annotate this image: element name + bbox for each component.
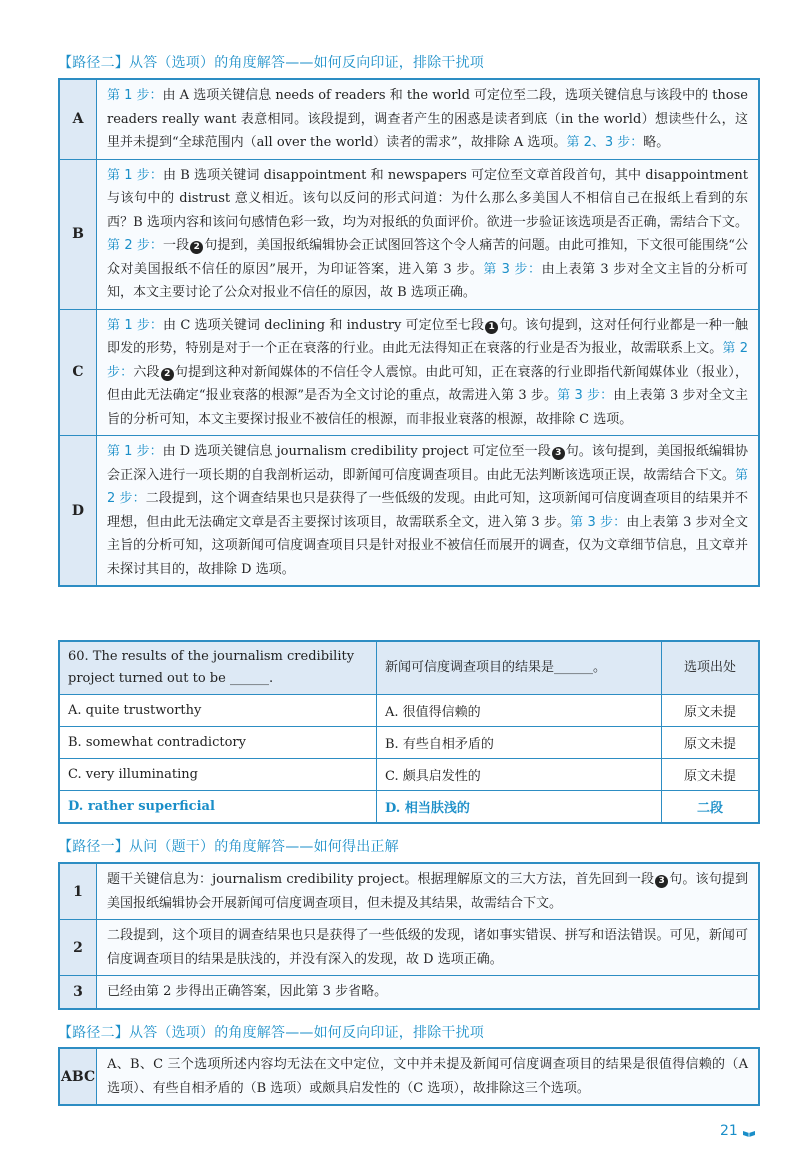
row-label: ABC <box>59 1048 97 1105</box>
circled-number-icon: 2 <box>161 368 174 381</box>
body-text: A、B、C 三个选项所述内容均无法在文中定位，文中并未提及新闻可信度调查项目的结果是很值得信赖的（A 选项）、有些自相矛盾的（B 选项）或颇具启发性的（C 选项），故排除这三个选项。 <box>107 1057 748 1096</box>
circled-number-icon: 2 <box>190 241 203 254</box>
path2-row <box>59 309 759 436</box>
body-text: 一段 <box>163 238 190 253</box>
option-source: 原文未提 <box>662 695 760 727</box>
body-text: 由上表第 3 步对全文主旨的分析可知，本文主要探讨报业不被信任的根源，而非报业衰落的根源，故排除 C 选项。 <box>107 388 748 427</box>
body-text: 由 B 选项关键词 disappointment 和 newspapers 可定位至文章首段首句，其中 disappointment 与该句中的 distrust 意义相近。该句以反问的形式问道：为什么那么多美国人不相信自己在报纸上看到的东西？B 选项内容和该问句感情色彩一致，均为对报纸的负面评价。欲进一步验证该选项是否正确，需结合下文。 <box>107 167 748 230</box>
step-label: 第 2 步： <box>107 238 164 253</box>
option-row-d <box>59 791 759 824</box>
step-label: 第 1 步： <box>107 444 163 459</box>
circled-number-icon: 1 <box>485 321 498 334</box>
step-label: 第 1 步： <box>107 88 163 103</box>
question-stem-cn: 新闻可信度调查项目的结果是______。 <box>377 641 662 695</box>
question-table <box>58 640 760 824</box>
section-heading-path2: 【路径二】从答（选项）的角度解答——如何反向印证，排除干扰项 <box>58 55 484 71</box>
path1-row <box>59 863 759 920</box>
step-label: 第 3 步： <box>557 388 614 403</box>
step-label: 第 3 步： <box>483 261 542 277</box>
path1-analysis-table <box>58 862 760 1010</box>
path2b-analysis-table <box>58 1047 760 1106</box>
row-label: 1 <box>59 863 97 920</box>
book-icon <box>742 1129 756 1137</box>
question-stem-en: 60. The results of the journalism credibility project turned out to be ______. <box>59 641 377 695</box>
path1-row <box>59 976 759 1009</box>
step-label: 第 1 步： <box>107 167 163 183</box>
option-en: A. quite trustworthy <box>59 695 377 727</box>
row-label: A <box>59 79 97 159</box>
row-text <box>97 863 760 920</box>
body-text: 题干关键信息为：journalism credibility project。根据理解原文的三大方法，首先回到一段 <box>107 872 655 887</box>
option-source: 原文未提 <box>662 759 760 791</box>
option-en: B. somewhat contradictory <box>59 727 377 759</box>
body-text: 已经由第 2 步得出正确答案，因此第 3 步省略。 <box>107 984 388 999</box>
row-label: 2 <box>59 920 97 976</box>
step-label: 第 2 步： <box>107 341 748 380</box>
row-text <box>97 436 760 587</box>
step-label: 第 2 步： <box>107 467 748 506</box>
option-row-a <box>59 695 759 727</box>
row-text <box>97 1048 759 1105</box>
body-text: 略。 <box>643 135 670 150</box>
option-row-c <box>59 759 759 791</box>
step-label: 第 3 步： <box>570 514 627 530</box>
body-text: 句。该句提到美国报纸编辑协会开展新闻可信度调查项目，但未提及其结果，故需结合下文。 <box>107 872 748 911</box>
step-label: 第 1 步： <box>107 317 164 333</box>
body-text: 由上表第 3 步对全文主旨的分析可知，本文主要讨论了公众对报业不信任的原因，故 B 选项正确。 <box>107 261 748 300</box>
question-row <box>59 641 759 695</box>
page-number: 21 <box>720 1123 738 1139</box>
path1-row <box>59 920 759 976</box>
row-label: 3 <box>59 976 97 1009</box>
body-text: 句。该句提到，这对任何行业都是一种一触即发的形势，特别是对于一个正在衰落的行业。由此无法得知正在衰落的行业是否为报业，故需联系上文。 <box>107 317 748 356</box>
option-source: 原文未提 <box>662 727 760 759</box>
body-text: 二段提到，这个调查结果也只是获得了一些低级的发现。由此可知，这项新闻可信度调查项目的结果并不理想，但由此无法确定文章是否主要探讨该项目，故需联系全文，进入第 3 步。 <box>107 491 748 530</box>
row-text <box>97 976 760 1009</box>
option-en: D. rather superficial <box>59 791 377 824</box>
body-text: 句。该句提到，美国报纸编辑协会正深入进行一项长期的自我剖析运动，即新闻可信度调查项目。由此无法判断该选项正误，故需结合下文。 <box>107 444 748 483</box>
body-text: 由 D 选项关键信息 journalism credibility project 可定位至一段 <box>162 444 551 459</box>
body-text: 由 A 选项关键信息 needs of readers 和 the world 可定位至二段，选项关键信息与该段中的 those readers really want 表意相同。该段提到，调查者产生的困惑是读者到底（in the world）想读些什么，这里并未提到“全球范围内（all over the world）读者的需求”，故排除 A 选项。 <box>107 88 748 150</box>
section-heading-path2b: 【路径二】从答（选项）的角度解答——如何反向印证，排除干扰项 <box>58 1025 484 1041</box>
row-text <box>97 79 760 159</box>
body-text: 二段提到，这个项目的调查结果也只是获得了一些低级的发现，诸如事实错误、拼写和语法错误。可见，新闻可信度调查项目的结果是肤浅的，并没有深入的发现，故 D 选项正确。 <box>107 928 748 967</box>
option-cn: C. 颇具启发性的 <box>377 759 662 791</box>
option-row-b <box>59 727 759 759</box>
path2b-row <box>59 1048 759 1105</box>
row-label: B <box>59 159 97 309</box>
option-cn: B. 有些自相矛盾的 <box>377 727 662 759</box>
body-text: 由上表第 3 步对全文主旨的分析可知，这项新闻可信度调查项目只是针对报业不被信任而展开的调查，仅为文章细节信息，且文章并未探讨其目的，故排除 D 选项。 <box>107 514 748 577</box>
row-text <box>97 920 760 976</box>
step-label: 第 2、3 步： <box>566 135 644 150</box>
row-label: C <box>59 309 97 436</box>
path2-analysis-table <box>58 78 760 587</box>
row-label: D <box>59 436 97 587</box>
source-header: 选项出处 <box>662 641 760 695</box>
body-text: 由 C 选项关键词 declining 和 industry 可定位至七段 <box>163 317 485 333</box>
body-text: 六段 <box>133 364 160 380</box>
option-source: 二段 <box>662 791 760 824</box>
section-heading-path1: 【路径一】从问（题干）的角度解答——如何得出正解 <box>58 839 399 855</box>
option-cn: D. 相当肤浅的 <box>377 791 662 824</box>
body-text: 句提到，美国报纸编辑协会正试图回答这个令人痛苦的问题。由此可推知，下文很可能围绕“公众对美国报纸不信任的原因”展开，为印证答案，进入第 3 步。 <box>107 238 748 277</box>
option-en: C. very illuminating <box>59 759 377 791</box>
path2-row <box>59 436 759 587</box>
circled-number-icon: 3 <box>655 875 668 888</box>
path2-row <box>59 79 759 159</box>
option-cn: A. 很值得信赖的 <box>377 695 662 727</box>
row-text <box>97 159 760 309</box>
path2-row <box>59 159 759 309</box>
body-text: 句提到这种对新闻媒体的不信任令人震惊。由此可知，正在衰落的行业即指代新闻媒体业（报业），但由此无法确定“报业衰落的根源”是否为全文讨论的重点，故需进入第 3 步。 <box>107 364 748 403</box>
row-text <box>97 309 760 436</box>
circled-number-icon: 3 <box>552 447 565 460</box>
